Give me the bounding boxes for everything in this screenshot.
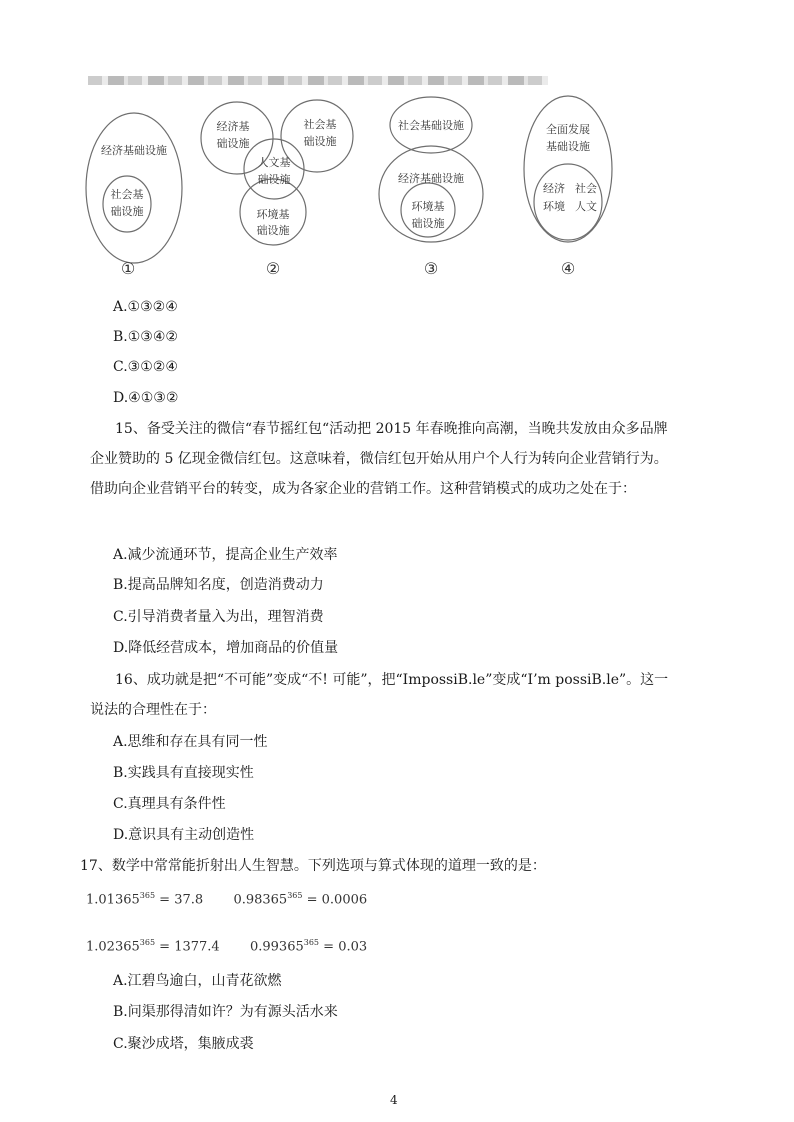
q16-option-d: D.意识具有主动创造性 — [113, 827, 255, 843]
q14-option-c: C.③①②④ — [113, 359, 178, 375]
d4-outer-text-2: 基础设施 — [546, 140, 590, 153]
q14-option-a: A.①③②④ — [113, 299, 178, 315]
d4-label: ④ — [560, 259, 576, 278]
d1-inner-ellipse — [103, 176, 151, 232]
d2-bottom-text-1: 环境基 — [256, 208, 290, 221]
q17-formula-row-2 — [86, 938, 367, 954]
formula-2-result: = 0.0006 — [302, 892, 368, 908]
q17-option-b: B.问渠那得清如许？为有源头活水来 — [113, 1004, 338, 1020]
d3-inner-text-1: 环境基 — [411, 200, 445, 213]
d3-inner-text-2: 础设施 — [411, 217, 445, 230]
d4-inner-text-tl: 经济 — [543, 182, 565, 195]
formula-2-exponent: 365 — [287, 891, 303, 900]
formula-4-exponent: 365 — [303, 938, 320, 947]
q14-option-d: D.④①③② — [113, 390, 179, 406]
q16-option-a: A.思维和存在具有同一性 — [113, 734, 268, 750]
q16-stem: 16、成功就是把“不可能”变成“不! 可能”，把“ImpossiB.le”变成“I’m possiB.le”。这一说法的合理性在于： — [90, 672, 669, 718]
d2-right-text-2: 础设施 — [303, 135, 337, 148]
q15-option-a: A.减少流通环节，提高企业生产效率 — [113, 547, 338, 563]
d2-left-text-1: 经济基 — [216, 120, 250, 133]
d3-top-text: 社会基础设施 — [398, 119, 464, 132]
d2-center-text-2: 础设施 — [257, 173, 291, 186]
d1-inner-text-2: 础设施 — [110, 205, 144, 218]
q15-option-c: C.引导消费者量入为出，理智消费 — [113, 609, 324, 625]
q16-option-b: B.实践具有直接现实性 — [113, 765, 254, 781]
d2-bottom-text-2: 础设施 — [256, 224, 290, 237]
d1-inner-text-1: 社会基 — [110, 188, 144, 201]
d3-label: ③ — [423, 259, 439, 278]
d4-inner-text-bl: 环境 — [543, 200, 565, 213]
d1-label: ① — [120, 259, 136, 278]
formula-4-result: = 0.03 — [319, 939, 368, 955]
q15-option-b: B.提高品牌知名度，创造消费动力 — [113, 577, 324, 593]
d2-center-text-1: 人文基 — [257, 156, 291, 169]
d2-right-text-1: 社会基 — [303, 118, 337, 131]
q17-option-c: C.聚沙成塔，集腋成裘 — [113, 1036, 254, 1052]
q14-option-b: B.①③④② — [113, 329, 178, 345]
d4-inner-text-br: 人文 — [575, 200, 597, 213]
formula-3-exponent: 365 — [139, 938, 156, 947]
formula-3-result: = 1377.4 — [155, 939, 220, 955]
q15-option-d: D.降低经营成本，增加商品的价值量 — [113, 640, 339, 656]
q17-formula-row-1 — [86, 891, 367, 907]
d4-outer-ellipse — [524, 96, 612, 242]
formula-3-base: 1.02365 — [86, 939, 140, 955]
q17-stem: 17、数学中常常能折射出人生智慧。下列选项与算式体现的道理一致的是： — [80, 858, 546, 874]
q16-option-c: C.真理具有条件性 — [113, 796, 226, 812]
d4-outer-text-1: 全面发展 — [546, 123, 590, 136]
d2-label: ② — [265, 259, 281, 278]
infrastructure-venn-diagrams — [80, 84, 640, 284]
d4-inner-text-tr: 社会 — [575, 182, 597, 195]
formula-1-base: 1.01365 — [86, 892, 140, 908]
formula-1-result: = 37.8 — [155, 892, 204, 908]
d3-outer-text: 经济基础设施 — [398, 172, 464, 185]
d2-center-circle — [244, 139, 304, 199]
q15-stem: 15、备受关注的微信“春节摇红包“活动把 2015 年春晚推向高潮，当晚共发放由众多品牌企业赞助的 5 亿现金微信红包。这意味着，微信红包开始从用户个人行为转向企业营销行为。借助向企业营销平台的转变，成为各家企业的营销工作。这种营销模式的成功之处在于： — [90, 421, 668, 497]
page-number: 4 — [390, 1093, 398, 1107]
d2-left-text-2: 础设施 — [216, 137, 250, 150]
d1-outer-text: 经济基础设施 — [101, 144, 167, 157]
formula-1-exponent: 365 — [139, 891, 156, 900]
q17-option-a: A.江碧鸟逾白，山青花欲燃 — [113, 973, 282, 989]
formula-2-base: 0.98365 — [233, 892, 288, 908]
formula-4-base: 0.99365 — [249, 939, 304, 955]
